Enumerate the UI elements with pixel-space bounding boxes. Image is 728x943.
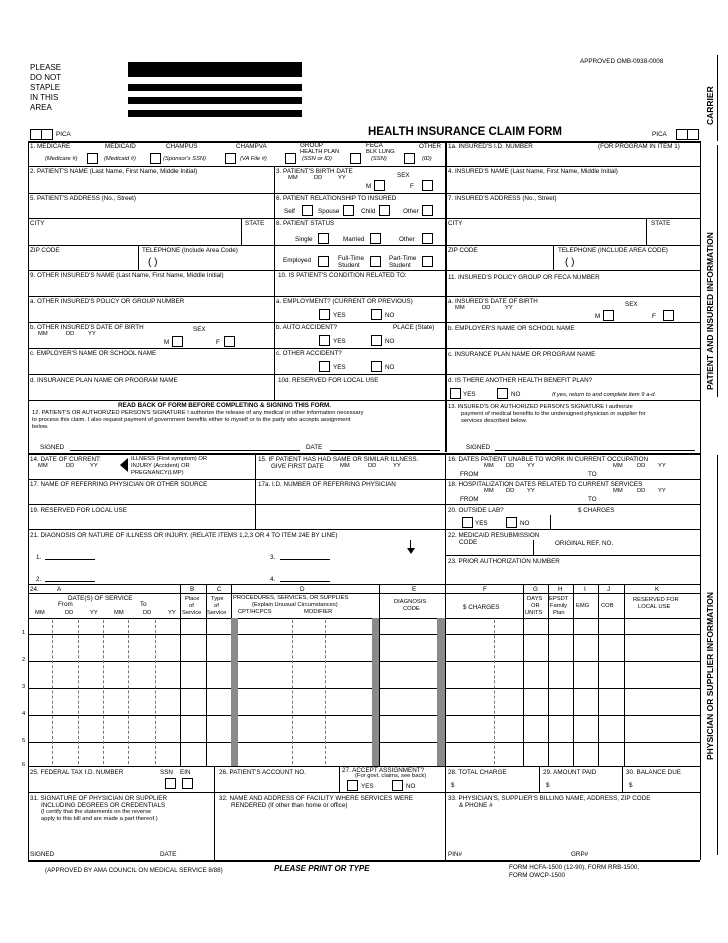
carrier-label: CARRIER	[705, 86, 715, 125]
row-number: 6	[22, 762, 26, 768]
fulltime-checkbox[interactable]	[370, 256, 381, 267]
insured-dob-label: a. INSURED'S DATE OF BIRTH	[448, 298, 538, 305]
type-header: of	[214, 603, 219, 609]
state-label: STATE	[245, 220, 265, 227]
injury-label: INJURY (Accident) OR	[131, 463, 190, 469]
illness-label: ILLNESS (First symptom) OR	[131, 456, 208, 462]
diagnosis-header: CODE	[403, 606, 420, 612]
other-accident-no-checkbox[interactable]	[371, 361, 382, 372]
signature-13-text: services described below.	[461, 418, 528, 424]
sex-f-checkbox[interactable]	[422, 180, 433, 191]
insured-city-label: CITY	[448, 220, 463, 227]
group-label-2: HEALTH PLAN	[300, 149, 340, 155]
cpt-header: CPT/HCPCS	[238, 609, 272, 615]
relationship-label: 6. PATIENT RELATIONSHIP TO INSURED	[276, 195, 397, 202]
insured-zip-label: ZIP CODE	[448, 247, 478, 254]
policy-group-label: 11. INSURED'S POLICY GROUP OR FECA NUMBER	[448, 274, 600, 281]
hospitalization-label: 18. HOSPITALIZATION DATES RELATED TO CURRENT SERVICES	[448, 481, 643, 488]
medicaid-num: (Medicaid #)	[104, 156, 136, 162]
signature-12-text: to process this claim. I also request payment of government benefits either to myself or to the party who accepts assignment	[32, 417, 351, 423]
auto-yes-checkbox[interactable]	[319, 335, 330, 346]
to-header: To	[140, 601, 147, 608]
amount-paid-label: 29. AMOUNT PAID	[543, 769, 597, 776]
redaction-bar	[128, 62, 302, 77]
redaction-bar	[128, 97, 302, 104]
pica-box[interactable]	[687, 129, 699, 140]
arrow-down-icon	[407, 548, 415, 554]
program-note: (FOR PROGRAM IN ITEM 1)	[598, 143, 680, 150]
tax-id-label: 25. FEDERAL TAX I.D. NUMBER	[30, 769, 124, 776]
physician-signature-label: 31. SIGNATURE OF PHYSICIAN OR SUPPLIER	[30, 795, 168, 802]
patient-address-label: 5. PATIENT'S ADDRESS (No., Street)	[30, 195, 136, 202]
married-checkbox[interactable]	[370, 233, 381, 244]
reserved-19-label: 19. RESERVED FOR LOCAL USE	[30, 507, 127, 514]
other-label: OTHER	[419, 143, 442, 150]
patient-name-label: 2. PATIENT'S NAME (Last Name, First Name, Middle Initial)	[30, 168, 198, 175]
sex-m-checkbox[interactable]	[374, 180, 385, 191]
place-header: Service	[182, 610, 202, 616]
champus-label: CHAMPUS	[166, 143, 198, 150]
insured-id-label: 1a. INSURED'S I.D. NUMBER	[448, 143, 533, 150]
another-plan-label: d. IS THERE ANOTHER HEALTH BENEFIT PLAN?	[448, 377, 593, 384]
epsdt-header: Family	[550, 603, 568, 609]
no-label: NO	[520, 520, 530, 527]
procedures-header: (Explain Unusual Circumstances)	[252, 602, 338, 608]
diag-3-label: 3.	[270, 554, 276, 561]
dd: DD	[637, 488, 646, 494]
from-label: FROM	[460, 471, 479, 478]
medicare-label: 1. MEDICARE	[30, 143, 71, 150]
yy: YY	[527, 488, 535, 494]
similar-illness-label: 15. IF PATIENT HAS HAD SAME OR SIMILAR ILLNESS.	[258, 456, 419, 463]
group-checkbox[interactable]	[350, 153, 361, 164]
insured-tel-label: TELEPHONE (INCLUDE AREA CODE)	[558, 247, 668, 254]
if-yes-note: If yes, return to and complete item 9 a-d.	[552, 392, 657, 398]
unable-work-label: 16. DATES PATIENT UNABLE TO WORK IN CURRENT OCCUPATION	[448, 456, 649, 463]
insured-sex-m-checkbox[interactable]	[603, 310, 614, 321]
balance-due-label: 30. BALANCE DUE	[626, 769, 681, 776]
ein-label: EIN	[180, 769, 191, 776]
staple-line: AREA	[30, 103, 52, 112]
dd: DD	[143, 610, 152, 616]
pin-label: PIN#	[448, 851, 462, 858]
col-i: I	[584, 586, 586, 593]
signed-label: SIGNED	[466, 444, 491, 451]
side-rule	[717, 55, 718, 141]
sex-label: SEX	[625, 301, 638, 308]
yy: YY	[90, 610, 98, 616]
total-charge-label: 28. TOTAL CHARGE	[448, 769, 507, 776]
signature-13-text: 13. INSURED'S OR AUTHORIZED PERSON'S SIGNATURE I authorize	[448, 404, 633, 410]
staple-line: IN THIS	[30, 93, 59, 102]
place-header: of	[189, 603, 194, 609]
shaded-column	[372, 618, 379, 766]
yy: YY	[338, 175, 346, 181]
patient-status-label: 8. PATIENT STATUS	[276, 220, 335, 227]
col-j: J	[607, 586, 611, 593]
to-label: TO	[588, 496, 597, 503]
pregnancy-label: PREGNANCY(LMP)	[131, 470, 184, 476]
physician-certify-note: (I certify that the statements on the reverse	[41, 809, 152, 815]
print-or-type: PLEASE PRINT OR TYPE	[274, 864, 370, 873]
ssn-checkbox[interactable]	[165, 778, 176, 789]
employment-yes-checkbox[interactable]	[319, 309, 330, 320]
diag-4-label: 4.	[270, 576, 276, 583]
yes-label: YES	[361, 783, 374, 790]
other-label: Other	[403, 208, 419, 215]
cob-header: COB	[601, 603, 614, 609]
fulltime-label: Full-Time	[338, 255, 365, 262]
mm: MM	[340, 463, 350, 469]
signed-label: SIGNED	[40, 444, 65, 451]
mm: MM	[38, 331, 48, 337]
yy: YY	[505, 305, 513, 311]
dd: DD	[637, 463, 646, 469]
dd: DD	[66, 463, 75, 469]
spouse-label: Spouse	[318, 208, 340, 215]
ein-checkbox[interactable]	[182, 778, 193, 789]
area-code-parens: ( )	[565, 257, 575, 268]
read-back-note: READ BACK OF FORM BEFORE COMPLETING & SIGNING THIS FORM.	[118, 402, 332, 409]
parttime-label: Part-Time	[389, 255, 417, 262]
row-number: 1	[22, 630, 26, 636]
staple-line: STAPLE	[30, 83, 61, 92]
govt-claims-note: (For govt. claims, see back)	[355, 773, 427, 779]
resubmission-label: 22. MEDICAID RESUBMISSION	[448, 532, 540, 539]
feca-label-2: BLK LUNG	[366, 149, 395, 155]
mm: MM	[455, 305, 465, 311]
ssn-label: SSN	[160, 769, 173, 776]
yes-label: YES	[333, 338, 346, 345]
area-code-parens: ( )	[148, 257, 158, 268]
insured-sex-f-checkbox[interactable]	[663, 310, 674, 321]
col-g: G	[533, 586, 538, 593]
col-a: A	[57, 586, 62, 593]
arrow-left-icon	[120, 458, 128, 472]
yes-label: YES	[333, 312, 346, 319]
other-checkbox[interactable]	[422, 205, 433, 216]
medicaid-checkbox[interactable]	[150, 153, 161, 164]
dd: DD	[368, 463, 377, 469]
id: (ID)	[422, 156, 432, 162]
feca-checkbox[interactable]	[404, 153, 415, 164]
champva-label: CHAMPVA	[236, 143, 267, 150]
f-label: F	[652, 313, 656, 320]
dollar-sign: $	[629, 782, 633, 789]
signature-12-text: 12. PATIENT'S OR AUTHORIZED PERSON'S SIGNATURE I authorize the release of any medical or other information necessary	[32, 410, 364, 416]
physician-signature-label: INCLUDING DEGREES OR CREDENTIALS	[41, 802, 166, 809]
dd: DD	[506, 488, 515, 494]
reserved-header: RESERVED FOR	[633, 597, 679, 603]
insured-state-label: STATE	[651, 220, 671, 227]
place-state-label: PLACE (State)	[393, 324, 435, 331]
f-label: F	[410, 183, 414, 190]
child-label: Child	[361, 208, 376, 215]
another-plan-no-checkbox[interactable]	[497, 388, 508, 399]
student-label: Student	[389, 262, 411, 269]
days-header: OR	[531, 603, 540, 609]
parttime-checkbox[interactable]	[422, 256, 433, 267]
orig-ref-label: ORIGINAL REF. NO.	[555, 540, 614, 547]
single-label: Single	[295, 236, 313, 243]
mm: MM	[484, 488, 494, 494]
mm: MM	[613, 488, 623, 494]
staple-line: PLEASE	[30, 63, 62, 72]
tel-label: TELEPHONE (Include Area Code)	[142, 247, 238, 254]
side-rule	[717, 455, 718, 855]
pica-box[interactable]	[41, 129, 53, 140]
dollar-sign: $	[546, 782, 550, 789]
code-label: CODE	[459, 539, 478, 546]
employment-no-checkbox[interactable]	[371, 309, 382, 320]
yy: YY	[168, 610, 176, 616]
signature-13-text: payment of medical benefits to the undersigned physician or supplier for	[461, 411, 646, 417]
no-label: NO	[511, 391, 521, 398]
birth-date-label: 3. PATIENT'S BIRTH DATE	[276, 168, 353, 175]
type-header: Type	[211, 596, 224, 602]
medicare-checkbox[interactable]	[87, 153, 98, 164]
staple-line: DO NOT	[30, 73, 62, 82]
group-label: GROUP	[300, 142, 324, 149]
no-label: NO	[385, 312, 395, 319]
mm: MM	[613, 463, 623, 469]
physician-supplier-label: PHYSICIAN OR SUPPLIER INFORMATION	[705, 592, 715, 760]
row-number: 4	[22, 711, 26, 717]
form-number: FORM OWCP-1500	[509, 872, 565, 879]
f-label: F	[216, 339, 220, 346]
mm: MM	[114, 610, 124, 616]
pica-right: PICA	[652, 131, 667, 138]
status-other-checkbox[interactable]	[422, 233, 433, 244]
approved-omb: APPROVED OMB-0938-0008	[580, 58, 664, 65]
outside-lab-label: 20. OUTSIDE LAB?	[448, 507, 504, 514]
redaction-bar	[128, 110, 302, 117]
form-title: HEALTH INSURANCE CLAIM FORM	[368, 126, 562, 138]
auto-no-checkbox[interactable]	[371, 335, 382, 346]
item-24-label: 24.	[30, 586, 39, 593]
dd: DD	[506, 463, 515, 469]
ama-approval: (APPROVED BY AMA COUNCIL ON MEDICAL SERVICE 8/88)	[45, 867, 223, 874]
dd: DD	[314, 175, 323, 181]
other-sex-f-checkbox[interactable]	[224, 336, 235, 347]
employed-checkbox[interactable]	[318, 256, 329, 267]
col-h: H	[558, 586, 563, 593]
ssn: (SSN)	[371, 156, 387, 162]
diag-2-label: 2.	[36, 576, 42, 583]
date-current-label: 14. DATE OF CURRENT:	[30, 456, 101, 463]
pica-left: PICA	[56, 131, 71, 138]
self-checkbox[interactable]	[302, 205, 313, 216]
col-k: K	[655, 586, 660, 593]
type-header: Service	[207, 610, 227, 616]
assign-no-checkbox[interactable]	[392, 780, 403, 791]
row-number: 2	[22, 657, 26, 663]
feca-label: FECA	[366, 142, 383, 149]
other-sex-m-checkbox[interactable]	[172, 336, 183, 347]
zip-label: ZIP CODE	[30, 247, 60, 254]
sex-label: SEX	[193, 326, 206, 333]
physician-certify-note: apply to this bill and are made a part thereof.)	[41, 816, 158, 822]
m-label: M	[595, 313, 601, 320]
champva-checkbox[interactable]	[285, 153, 296, 164]
mm: MM	[484, 463, 494, 469]
va-file: (VA File #)	[240, 156, 267, 162]
yy: YY	[90, 463, 98, 469]
from-header: From	[58, 601, 73, 608]
other-plan-label: d. INSURANCE PLAN NAME OR PROGRAM NAME	[30, 377, 178, 384]
diagnosis-header: DIAGNOSIS	[394, 599, 427, 605]
col-b: B	[190, 586, 195, 593]
form-number: FORM HCFA-1500 (12-90), FORM RRB-1500,	[509, 864, 640, 871]
procedures-header: PROCEDURES, SERVICES, OR SUPPLIES	[233, 595, 349, 601]
insured-employer-label: b. EMPLOYER'S NAME OR SCHOOL NAME	[448, 325, 575, 332]
patient-insured-label: PATIENT AND INSURED INFORMATION	[705, 232, 715, 390]
row-number: 5	[22, 738, 26, 744]
mm: MM	[38, 463, 48, 469]
yes-label: YES	[475, 520, 488, 527]
single-checkbox[interactable]	[318, 233, 329, 244]
yy: YY	[393, 463, 401, 469]
dollar-sign: $	[451, 782, 455, 789]
no-label: NO	[385, 364, 395, 371]
facility-label: 32. NAME AND ADDRESS OF FACILITY WHERE SERVICES WERE	[219, 795, 413, 802]
yy: YY	[88, 331, 96, 337]
diag-1-label: 1.	[36, 554, 42, 561]
mm: MM	[35, 610, 45, 616]
charges-header: $ CHARGES	[463, 604, 500, 611]
to-label: TO	[588, 471, 597, 478]
days-header: UNITS	[525, 610, 543, 616]
champus-checkbox[interactable]	[225, 153, 236, 164]
other-insured-name-label: 9. OTHER INSURED'S NAME (Last Name, First Name, Middle Initial)	[30, 272, 224, 279]
shaded-column	[437, 618, 445, 766]
auto-accident-label: b. AUTO ACCIDENT?	[276, 324, 338, 331]
lab-yes-checkbox[interactable]	[462, 517, 473, 528]
referring-id-label: 17a. I.D. NUMBER OF REFERRING PHYSICIAN	[258, 481, 396, 488]
dd: DD	[65, 610, 74, 616]
modifier-header: MODIFIER	[304, 609, 333, 615]
grp-label: GRP#	[571, 851, 589, 858]
billing-name-label: 33. PHYSICIAN'S, SUPPLIER'S BILLING NAME, ADDRESS, ZIP CODE	[448, 795, 651, 802]
yy: YY	[658, 488, 666, 494]
days-header: DAYS	[527, 596, 543, 602]
place-header: Place	[185, 596, 200, 602]
first-date-label: GIVE FIRST DATE	[271, 463, 324, 470]
insured-name-label: 4. INSURED'S NAME (Last Name, First Name, Middle Initial)	[448, 168, 618, 175]
other-accident-yes-checkbox[interactable]	[319, 361, 330, 372]
insured-plan-label: c. INSURANCE PLAN NAME OR PROGRAM NAME	[448, 351, 596, 358]
other-policy-label: a. OTHER INSURED'S POLICY OR GROUP NUMBER	[30, 298, 185, 305]
lab-no-checkbox[interactable]	[506, 517, 517, 528]
col-f: F	[483, 586, 487, 593]
married-label: Married	[343, 236, 365, 243]
city-label: CITY	[30, 220, 45, 227]
status-other-label: Other	[399, 236, 415, 243]
other-dob-label: b. OTHER INSURED'S DATE OF BIRTH	[30, 324, 144, 331]
col-c: C	[217, 586, 222, 593]
m-label: M	[164, 339, 170, 346]
facility-label: RENDERED (If other than home or office)	[231, 802, 348, 809]
epsdt-header: EPSDT	[549, 596, 569, 602]
sponsor-ssn: (Sponsor's SSN)	[163, 156, 206, 162]
redaction-bar	[128, 84, 302, 91]
from-label: FROM	[460, 496, 479, 503]
epsdt-header: Plan	[553, 610, 565, 616]
yy: YY	[527, 463, 535, 469]
student-label: Student	[338, 262, 360, 269]
date-label: DATE	[160, 851, 177, 858]
another-plan-yes-checkbox[interactable]	[450, 388, 461, 399]
insured-address-label: 7. INSURED'S ADDRESS (No., Street)	[448, 195, 557, 202]
medicaid-label: MEDICAID	[105, 143, 136, 150]
ssn-or-id: (SSN or ID)	[302, 156, 332, 162]
emg-header: EMG	[576, 603, 590, 609]
signed-label: SIGNED	[30, 851, 55, 858]
dates-of-service-header: DATE(S) OF SERVICE	[68, 595, 133, 602]
prior-auth-label: 23. PRIOR AUTHORIZATION NUMBER	[448, 558, 560, 565]
accept-assignment-label: 27. ACCEPT ASSIGNMENT?	[342, 767, 425, 774]
employed-label: Employed	[283, 257, 312, 264]
yes-label: YES	[333, 364, 346, 371]
referring-physician-label: 17. NAME OF REFERRING PHYSICIAN OR OTHER SOURCE	[30, 481, 208, 488]
employment-label: a. EMPLOYMENT? (CURRENT OR PREVIOUS)	[276, 298, 413, 305]
self-label: Self	[284, 208, 295, 215]
shaded-column	[231, 618, 238, 766]
date-label: DATE	[306, 444, 323, 451]
row-number: 3	[22, 684, 26, 690]
no-label: NO	[406, 783, 416, 790]
col-d: D	[300, 586, 305, 593]
medicare-num: (Medicare #)	[45, 156, 78, 162]
signature-12-text: below.	[32, 424, 49, 430]
yy: YY	[658, 463, 666, 469]
col-e: E	[412, 586, 417, 593]
condition-related-label: 10. IS PATIENT'S CONDITION RELATED TO:	[278, 272, 407, 279]
reserved-header: LOCAL USE	[638, 604, 671, 610]
other-employer-label: c. EMPLOYER'S NAME OR SCHOOL NAME	[30, 350, 157, 357]
charges-label: $ CHARGES	[578, 507, 615, 514]
reserved-local-label: 10d. RESERVED FOR LOCAL USE	[278, 377, 379, 384]
dd: DD	[66, 331, 75, 337]
side-rule	[717, 145, 718, 397]
dd: DD	[482, 305, 491, 311]
diagnosis-label: 21. DIAGNOSIS OR NATURE OF ILLNESS OR INJURY. (RELATE ITEMS 1,2,3 OR 4 TO ITEM 24E BY LINE)	[30, 532, 338, 539]
no-label: NO	[385, 338, 395, 345]
sex-label: SEX	[397, 172, 410, 179]
yes-label: YES	[463, 391, 476, 398]
assign-yes-checkbox[interactable]	[347, 780, 358, 791]
account-no-label: 26. PATIENT'S ACCOUNT NO.	[219, 769, 306, 776]
other-accident-label: c. OTHER ACCIDENT?	[276, 350, 342, 357]
child-checkbox[interactable]	[379, 205, 390, 216]
billing-phone-label: & PHONE #	[459, 802, 493, 809]
m-label: M	[366, 183, 372, 190]
mm: MM	[288, 175, 298, 181]
spouse-checkbox[interactable]	[343, 205, 354, 216]
